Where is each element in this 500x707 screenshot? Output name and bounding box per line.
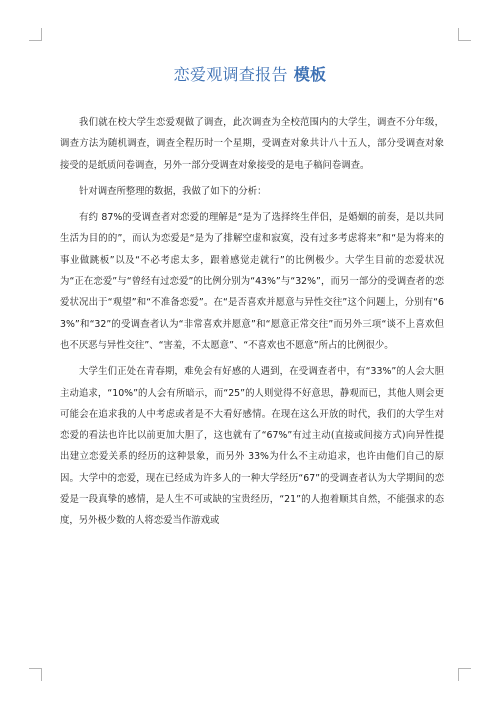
paragraph-analysis-lead: 针对调查所整理的数据，我做了如下的分析： <box>79 185 267 197</box>
title-suffix-text: 模板 <box>293 65 327 84</box>
page-corner-mark-top-left <box>29 28 42 41</box>
paragraph-intro: 我们就在校大学生恋爱观做了调查，此次调查为全校范围内的大学生，调查不分年级，调查方法为随机调查，调查全程历时一个星期，受调查对象共计八十五人，部分受调查对象接受的是纸质问卷调查，另外一部分受调查对象接受的是电子稿问卷调查。 <box>60 117 444 171</box>
paragraph-love-understanding: 有约 87%的受调查者对恋爱的理解是“是为了选择终生伴侣，是婚姻的前奏，是以共同生活为目的的”，而认为恋爱是“是为了排解空虚和寂寞，没有过多考虑将来”和“是为将来的事业做跳板”以及“不必考虑太多，跟着感觉走就行”的比例极少。大学生目前的恋爱状况为“正在恋爱”与“曾经有过恋爱”的比例分别为“43%”与“32%”，而另一部分的受调查者的恋爱状况出于“观望”和“不准备恋爱”。在“是否喜欢并愿意与异性交往”这个问题上，分别有“63%”和“32”的受调查者认为“非常喜欢并愿意”和“愿意正常交往”而另外三项“谈不上喜欢但也不厌恶与异性交往”、“害羞，不太愿意”、“不喜欢也不愿意”所占的比例很少。 <box>60 212 444 351</box>
page-corner-mark-bottom-right <box>458 668 471 681</box>
title-main-text: 恋爱观调查报告 <box>173 65 288 84</box>
page-corner-mark-top-right <box>458 28 471 41</box>
page-corner-mark-bottom-left <box>29 668 42 681</box>
document-body <box>60 112 444 537</box>
page-title <box>0 62 500 85</box>
paragraph-pursuit-behavior: 大学生们正处在青春期，难免会有好感的人遇到，在受调查者中，有“33%”的人会大胆主动追求，“10%”的人会有所暗示，而“25”的人则觉得不好意思，静观而已，其他人则会更可能会在追求我的人中考虑或者是不大看好感情。在现在这么开放的时代，我们的大学生对恋爱的看法也许比以前更加大胆了，这也就有了“67%”有过主动(直接或间接方式)向异性提出建立恋爱关系的经历的这种景象，而另外 33%为什么不主动追求，也许由他们自己的原因。大学中的恋爱，现在已经成为许多人的一种大学经历“67”的受调查者认为大学期间的恋爱是一段真挚的感情，是人生不可或缺的宝贵经历，“21”的人抱着顺其自然，不能强求的态度，另外极少数的人将恋爱当作游戏或 <box>60 366 444 527</box>
